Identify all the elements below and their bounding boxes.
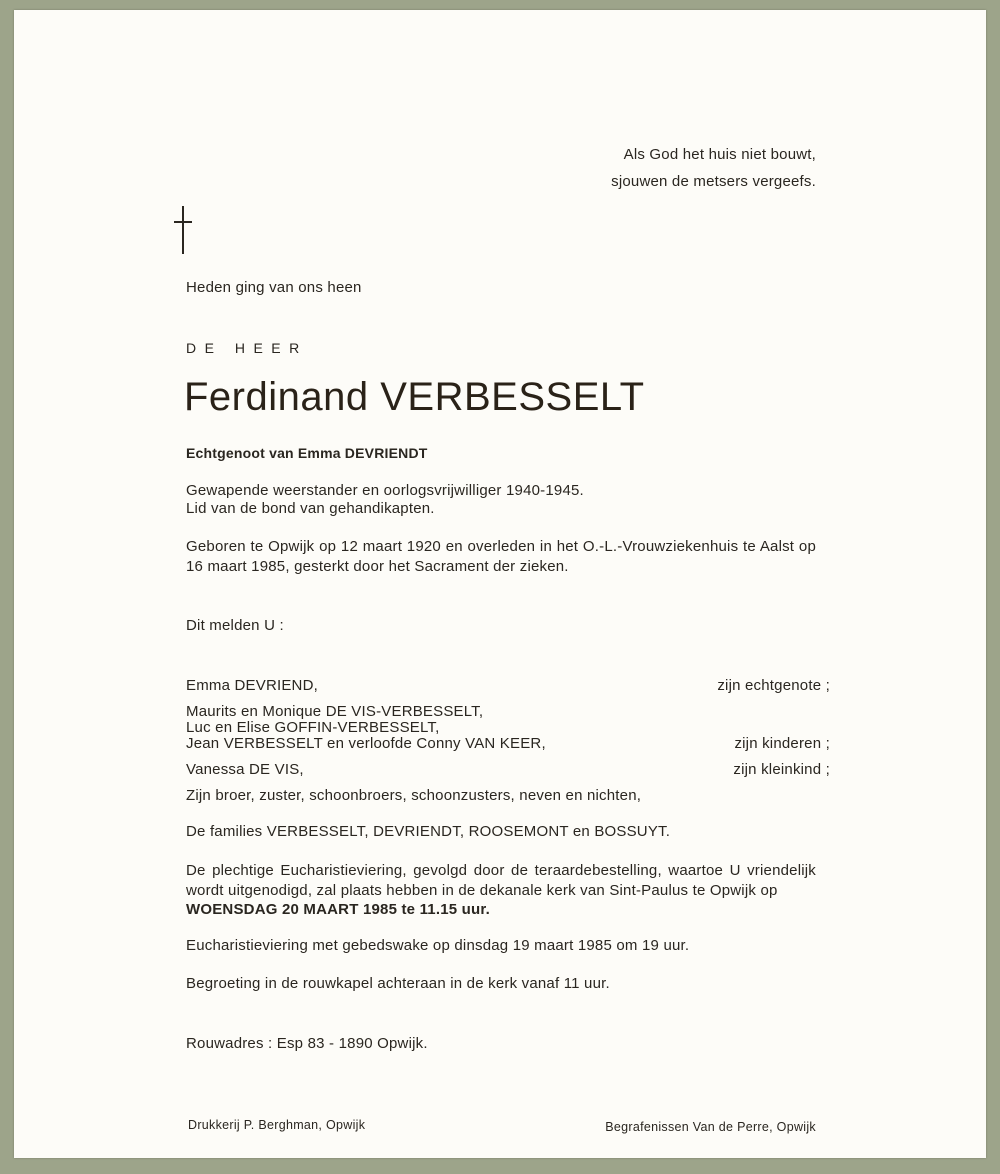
child-line-3: Jean VERBESSELT en verloofde Conny VAN KEER, [186, 735, 546, 752]
vigil-text: Eucharistieviering met gebedswake op dinsdag 19 maart 1985 om 19 uur. [186, 937, 690, 954]
spouse-name: Emma DEVRIEND, [186, 677, 318, 694]
child-line-2: Luc en Elise GOFFIN-VERBESSELT, [186, 719, 440, 736]
intro-text: Heden ging van ons heen [186, 279, 362, 296]
grandchild-relation: zijn kleinkind ; [733, 761, 830, 778]
deceased-name: Ferdinand VERBESSELT [184, 375, 645, 419]
bio-line-2: Lid van de bond van gehandikapten. [186, 500, 435, 517]
spouse-relation: zijn echtgenote ; [717, 677, 830, 694]
announce-text: Dit melden U : [186, 617, 284, 634]
motto-line-2: sjouwen de metsers vergeefs. [611, 173, 816, 190]
families-line: De families VERBESSELT, DEVRIENDT, ROOSEMONT en BOSSUYT. [186, 823, 671, 840]
printer-credit: Drukkerij P. Berghman, Opwijk [188, 1118, 366, 1132]
grandchild-name: Vanessa DE VIS, [186, 761, 304, 778]
siblings-line: Zijn broer, zuster, schoonbroers, schoonzusters, neven en nichten, [186, 787, 642, 804]
child-line-1: Maurits en Monique DE VIS-VERBESSELT, [186, 703, 484, 720]
children-relation: zijn kinderen ; [734, 735, 830, 752]
honorific-title: DE HEER [186, 340, 308, 356]
spouse-line: Echtgenoot van Emma DEVRIENDT [186, 445, 428, 461]
service-text: De plechtige Eucharistieviering, gevolgd door de teraardebestelling, waartoe U vriendelijk wordt uitgenodigd, zal plaats hebben in de dekanale kerk van Sint-Paulus te Opwijk op [186, 862, 816, 899]
mourning-address: Rouwadres : Esp 83 - 1890 Opwijk. [186, 1035, 428, 1052]
motto-line-1: Als God het huis niet bouwt, [623, 146, 816, 163]
birth-death-text: Geboren te Opwijk op 12 maart 1920 en overleden in het O.-L.-Vrouwziekenhuis te Aalst op 16 maart 1985, gesterkt door het Sacrament der zieken. [186, 538, 816, 575]
bio-line-1: Gewapende weerstander en oorlogsvrijwilliger 1940-1945. [186, 482, 584, 499]
greeting-text: Begroeting in de rouwkapel achteraan in de kerk vanaf 11 uur. [186, 975, 610, 992]
funeral-home-credit: Begrafenissen Van de Perre, Opwijk [605, 1120, 816, 1134]
service-date: WOENSDAG 20 MAART 1985 te 11.15 uur. [186, 901, 490, 918]
